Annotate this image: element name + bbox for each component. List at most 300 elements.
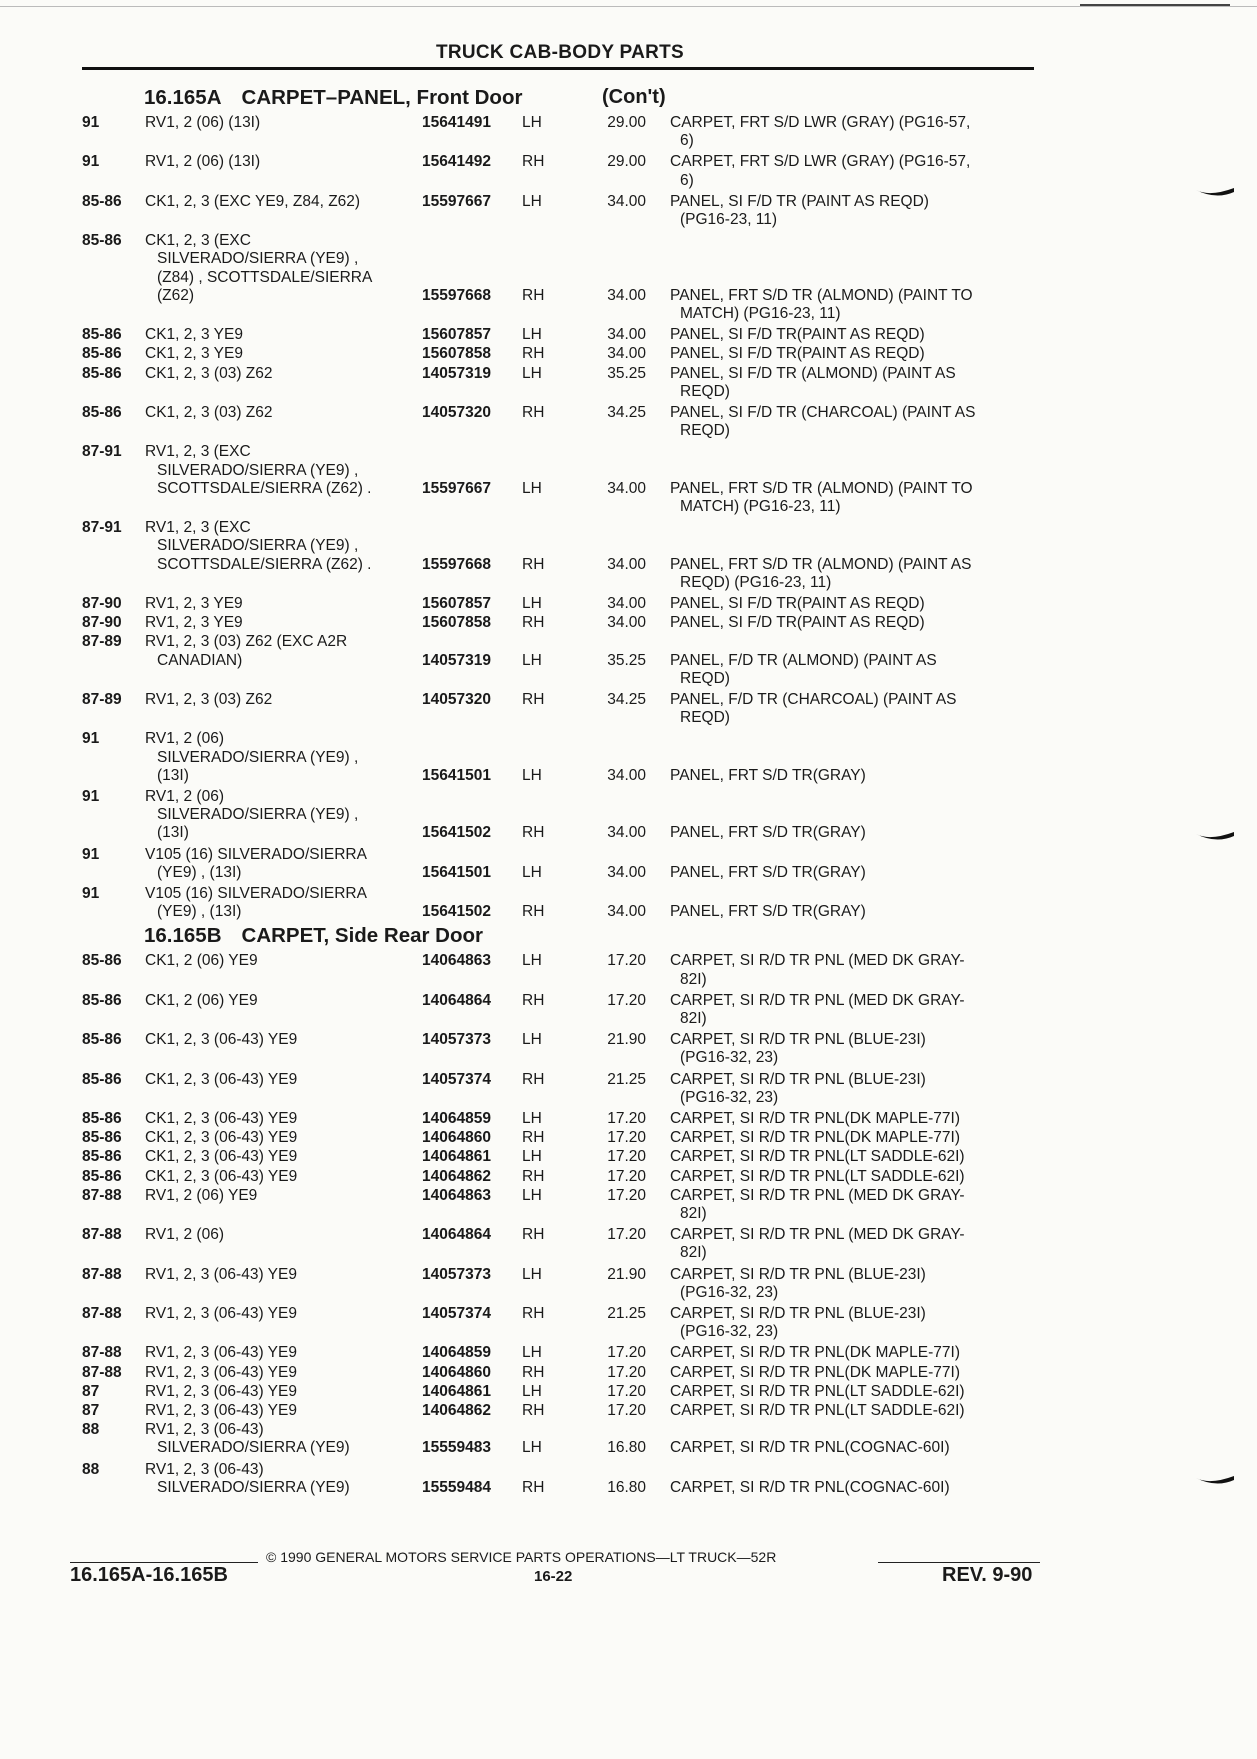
side-code: RH	[522, 1305, 545, 1322]
price: 34.25	[607, 691, 646, 708]
price: 34.00	[607, 326, 646, 344]
application-desc: SILVERADO/SIERRA (YE9) ,	[157, 748, 359, 766]
application-desc: CK1, 2, 3 (03) Z62	[145, 404, 273, 421]
item-description: (PG16-32, 23)	[680, 1049, 779, 1067]
item-description: CARPET, SI R/D TR PNL(DK MAPLE-77I)	[670, 1129, 960, 1147]
model-year: 87-91	[82, 443, 122, 461]
part-number: 14057320	[422, 404, 491, 421]
application-desc: RV1, 2 (06)	[145, 1226, 224, 1244]
item-description: PANEL, FRT S/D TR(GRAY)	[670, 903, 866, 921]
item-description: (PG16-23, 11)	[680, 210, 778, 228]
footer-page-number: 16-22	[534, 1568, 573, 1585]
part-number: 14064860	[422, 1363, 491, 1381]
application-desc: RV1, 2, 3 (06-43)	[145, 1460, 264, 1478]
side-code: LH	[522, 651, 542, 669]
price: 29.00	[607, 114, 646, 131]
application-desc: RV1, 2, 3 (03) Z62 (EXC A2R	[145, 633, 348, 651]
item-description: 6)	[680, 132, 694, 150]
item-description: CARPET, SI R/D TR PNL (BLUE-23I)	[670, 1265, 926, 1283]
footer-section-range: 16.165A-16.165B	[70, 1564, 228, 1586]
item-description: CARPET, SI R/D TR PNL(LT SADDLE-62I)	[670, 1402, 965, 1419]
side-code: LH	[522, 1344, 542, 1362]
application-desc: CK1, 2, 3 (03) Z62	[145, 364, 273, 382]
model-year: 87-91	[82, 519, 122, 537]
part-number: 14057320	[422, 691, 491, 708]
side-code: RH	[522, 1129, 545, 1147]
price: 34.00	[607, 863, 646, 881]
model-year: 91	[82, 730, 100, 748]
section-continued: (Con't)	[602, 86, 666, 108]
model-year: 85-86	[82, 1110, 122, 1127]
price: 34.00	[607, 766, 646, 784]
item-description: MATCH) (PG16-23, 11)	[680, 304, 841, 322]
table-row	[0, 193, 1257, 229]
table-row	[0, 1168, 1257, 1186]
binder-tab-mark	[1196, 832, 1234, 842]
item-description: REQD)	[680, 382, 730, 400]
price: 34.00	[607, 192, 646, 210]
application-desc: (13I)	[157, 766, 189, 784]
side-code: LH	[522, 364, 542, 382]
item-description: CARPET, SI R/D TR PNL (BLUE-23I)	[670, 1070, 926, 1088]
application-desc: SILVERADO/SIERRA (YE9) ,	[157, 537, 359, 555]
item-description: CARPET, SI R/D TR PNL(COGNAC-60I)	[670, 1439, 950, 1457]
item-description: CARPET, FRT S/D LWR (GRAY) (PG16-57,	[670, 153, 971, 171]
application-desc: RV1, 2 (06) YE9	[145, 1186, 258, 1204]
item-description: CARPET, SI R/D TR PNL (BLUE-23I)	[670, 1305, 926, 1322]
item-description: CARPET, SI R/D TR PNL(LT SADDLE-62I)	[670, 1167, 965, 1185]
model-year: 88	[82, 1421, 100, 1439]
item-description: PANEL, FRT S/D TR (ALMOND) (PAINT AS	[670, 555, 972, 573]
model-year: 85-86	[82, 364, 122, 382]
application-desc: RV1, 2, 3 YE9	[145, 614, 243, 632]
item-description: PANEL, F/D TR (CHARCOAL) (PAINT AS	[670, 691, 957, 708]
model-year: 87	[82, 1402, 100, 1419]
application-desc: RV1, 2, 3 YE9	[145, 595, 243, 612]
application-desc: CK1, 2, 3 YE9	[145, 326, 243, 344]
side-code: RH	[522, 286, 545, 304]
table-row	[0, 114, 1257, 150]
item-description: PANEL, FRT S/D TR(GRAY)	[670, 824, 866, 842]
section-number: 16.165B	[144, 924, 222, 948]
item-description: REQD) (PG16-23, 11)	[680, 573, 832, 591]
price: 34.25	[607, 404, 646, 421]
side-code: LH	[522, 1031, 542, 1049]
application-desc: SILVERADO/SIERRA (YE9) ,	[157, 806, 359, 824]
item-description: CARPET, SI R/D TR PNL (MED DK GRAY-	[670, 1186, 965, 1204]
side-code: RH	[522, 1226, 545, 1244]
part-number: 15641501	[422, 766, 491, 784]
side-code: LH	[522, 1186, 542, 1204]
model-year: 91	[82, 153, 100, 171]
price: 34.00	[607, 479, 646, 497]
part-number: 15607858	[422, 345, 491, 363]
side-code: RH	[522, 691, 545, 708]
price: 17.20	[607, 1148, 646, 1166]
part-number: 14057319	[422, 651, 491, 669]
binder-tab-mark	[1196, 1476, 1234, 1486]
price: 21.90	[607, 1265, 646, 1283]
application-desc: V105 (16) SILVERADO/SIERRA	[145, 845, 367, 863]
side-code: RH	[522, 1402, 545, 1419]
application-desc: SILVERADO/SIERRA (YE9) ,	[157, 250, 359, 268]
side-code: LH	[522, 1148, 542, 1166]
application-desc: RV1, 2, 3 (06-43) YE9	[145, 1382, 297, 1400]
part-number: 15607858	[422, 614, 491, 632]
part-number: 15641492	[422, 153, 491, 171]
item-description: PANEL, SI F/D TR (CHARCOAL) (PAINT AS	[670, 404, 976, 421]
model-year: 85-86	[82, 326, 122, 344]
model-year: 87-89	[82, 691, 122, 708]
footer-copyright: © 1990 GENERAL MOTORS SERVICE PARTS OPERATIONS—LT TRUCK—52R	[266, 1549, 777, 1565]
price: 17.20	[607, 1344, 646, 1362]
part-number: 15597668	[422, 555, 491, 573]
side-code: RH	[522, 345, 545, 363]
model-year: 85-86	[82, 1031, 122, 1049]
item-description: CARPET, SI R/D TR PNL(DK MAPLE-77I)	[670, 1344, 960, 1362]
application-desc: RV1, 2, 3 (03) Z62	[145, 691, 273, 708]
price: 17.20	[607, 1167, 646, 1185]
table-row	[0, 345, 1257, 363]
model-year: 87-88	[82, 1265, 122, 1283]
table-row	[0, 443, 1257, 516]
price: 29.00	[607, 153, 646, 171]
item-description: PANEL, F/D TR (ALMOND) (PAINT AS	[670, 651, 937, 669]
part-number: 15597667	[422, 479, 491, 497]
application-desc: (13I)	[157, 824, 189, 842]
part-number: 14057374	[422, 1070, 491, 1088]
model-year: 85-86	[82, 1167, 122, 1185]
model-year: 87-90	[82, 595, 122, 612]
part-number: 15597668	[422, 286, 491, 304]
item-description: REQD)	[680, 422, 730, 440]
application-desc: RV1, 2, 3 (06-43) YE9	[145, 1265, 297, 1283]
part-number: 14064863	[422, 1186, 491, 1204]
item-description: 82I)	[680, 1244, 707, 1262]
model-year: 88	[82, 1460, 100, 1478]
application-desc: SILVERADO/SIERRA (YE9) ,	[157, 461, 359, 479]
part-number: 15641502	[422, 824, 491, 842]
part-number: 14064864	[422, 1226, 491, 1244]
price: 17.20	[607, 1382, 646, 1400]
model-year: 87-90	[82, 614, 122, 632]
price: 34.00	[607, 555, 646, 573]
application-desc: RV1, 2, 3 (EXC	[145, 519, 251, 537]
part-number: 15641502	[422, 903, 491, 921]
model-year: 85-86	[82, 192, 122, 210]
part-number: 15597667	[422, 192, 491, 210]
table-row	[0, 885, 1257, 921]
section-title: CARPET–PANEL, Front Door	[241, 86, 523, 109]
table-row	[0, 992, 1257, 1028]
section-number: 16.165A	[144, 86, 222, 109]
side-code: RH	[522, 1478, 545, 1496]
model-year: 87	[82, 1382, 100, 1400]
part-number: 14064864	[422, 991, 491, 1009]
price: 17.20	[607, 1226, 646, 1244]
application-desc: RV1, 2, 3 (06-43) YE9	[145, 1305, 297, 1322]
application-desc: CK1, 2 (06) YE9	[145, 952, 258, 970]
binder-tab-mark	[1196, 188, 1234, 198]
table-row	[0, 1110, 1257, 1128]
table-row	[0, 1226, 1257, 1262]
model-year: 91	[82, 845, 100, 863]
side-code: RH	[522, 1070, 545, 1088]
item-description: CARPET, SI R/D TR PNL(COGNAC-60I)	[670, 1478, 950, 1496]
table-row	[0, 1071, 1257, 1107]
table-row	[0, 595, 1257, 613]
item-description: PANEL, SI F/D TR(PAINT AS REQD)	[670, 595, 925, 612]
item-description: 82I)	[680, 1009, 707, 1027]
part-number: 15559483	[422, 1439, 491, 1457]
item-description: PANEL, SI F/D TR(PAINT AS REQD)	[670, 326, 925, 344]
application-desc: CK1, 2, 3 (06-43) YE9	[145, 1070, 298, 1088]
item-description: PANEL, SI F/D TR (ALMOND) (PAINT AS	[670, 364, 956, 382]
price: 35.25	[607, 651, 646, 669]
side-code: LH	[522, 1110, 542, 1127]
table-row	[0, 1148, 1257, 1166]
item-description: CARPET, SI R/D TR PNL (MED DK GRAY-	[670, 1226, 965, 1244]
application-desc: SCOTTSDALE/SIERRA (Z62) .	[157, 479, 372, 497]
price: 17.20	[607, 1402, 646, 1419]
application-desc: RV1, 2, 3 (06-43) YE9	[145, 1402, 297, 1419]
side-code: RH	[522, 555, 545, 573]
application-desc: RV1, 2 (06)	[145, 730, 224, 748]
table-row	[0, 788, 1257, 843]
item-description: (PG16-32, 23)	[680, 1088, 779, 1106]
table-row	[0, 730, 1257, 785]
table-row	[0, 365, 1257, 401]
side-code: LH	[522, 479, 542, 497]
application-desc: RV1, 2, 3 (06-43)	[145, 1421, 264, 1439]
application-desc: RV1, 2, 3 (06-43) YE9	[145, 1363, 297, 1381]
part-number: 15641501	[422, 863, 491, 881]
item-description: PANEL, FRT S/D TR (ALMOND) (PAINT TO	[670, 479, 973, 497]
part-number: 14064860	[422, 1129, 491, 1147]
application-desc: RV1, 2 (06) (13I)	[145, 153, 261, 171]
price: 34.00	[607, 614, 646, 632]
page-title: TRUCK CAB-BODY PARTS	[435, 42, 685, 63]
table-row	[0, 846, 1257, 882]
table-row	[0, 404, 1257, 440]
item-description: CARPET, SI R/D TR PNL(LT SADDLE-62I)	[670, 1382, 965, 1400]
part-number: 14057374	[422, 1305, 491, 1322]
table-row	[0, 519, 1257, 592]
side-code: RH	[522, 903, 545, 921]
model-year: 91	[82, 788, 100, 805]
part-number: 14064859	[422, 1344, 491, 1362]
item-description: PANEL, FRT S/D TR (ALMOND) (PAINT TO	[670, 286, 973, 304]
application-desc: RV1, 2 (06) (13I)	[145, 114, 261, 131]
price: 21.25	[607, 1305, 646, 1322]
item-description: PANEL, SI F/D TR(PAINT AS REQD)	[670, 345, 925, 363]
item-description: CARPET, SI R/D TR PNL (MED DK GRAY-	[670, 952, 965, 970]
application-desc: SCOTTSDALE/SIERRA (Z62) .	[157, 555, 372, 573]
price: 21.90	[607, 1031, 646, 1049]
item-description: 82I)	[680, 970, 707, 988]
section-heading	[144, 924, 483, 948]
item-description: PANEL, FRT S/D TR(GRAY)	[670, 863, 866, 881]
item-description: CARPET, SI R/D TR PNL(DK MAPLE-77I)	[670, 1110, 960, 1127]
table-row	[0, 1402, 1257, 1420]
price: 17.20	[607, 1363, 646, 1381]
table-row	[0, 633, 1257, 688]
price: 34.00	[607, 903, 646, 921]
table-row	[0, 1031, 1257, 1067]
price: 34.00	[607, 286, 646, 304]
model-year: 85-86	[82, 345, 122, 363]
item-description: PANEL, SI F/D TR(PAINT AS REQD)	[670, 614, 925, 632]
application-desc: CK1, 2, 3 (06-43) YE9	[145, 1167, 298, 1185]
section-heading	[144, 86, 522, 110]
model-year: 87-89	[82, 633, 122, 651]
side-code: LH	[522, 863, 542, 881]
part-number: 15641491	[422, 114, 491, 131]
item-description: 6)	[680, 171, 694, 189]
side-code: RH	[522, 1363, 545, 1381]
part-number: 14057319	[422, 364, 491, 382]
part-number: 14064862	[422, 1167, 491, 1185]
table-row	[0, 1383, 1257, 1401]
application-desc: CK1, 2, 3 (06-43) YE9	[145, 1031, 298, 1049]
model-year: 87-88	[82, 1344, 122, 1362]
application-desc: CK1, 2, 3 (EXC YE9, Z84, Z62)	[145, 192, 361, 210]
model-year: 91	[82, 885, 100, 902]
application-desc: CANADIAN)	[157, 651, 243, 669]
price: 34.00	[607, 595, 646, 612]
table-row	[0, 1421, 1257, 1457]
side-code: LH	[522, 192, 542, 210]
application-desc: RV1, 2, 3 (06-43) YE9	[145, 1344, 297, 1362]
side-code: LH	[522, 1265, 542, 1283]
application-desc: CK1, 2 (06) YE9	[145, 991, 258, 1009]
side-code: RH	[522, 824, 545, 842]
price: 17.20	[607, 1129, 646, 1147]
table-row	[0, 326, 1257, 344]
side-code: RH	[522, 1167, 545, 1185]
side-code: LH	[522, 1439, 542, 1457]
application-desc: (Z84) , SCOTTSDALE/SIERRA	[157, 268, 373, 286]
item-description: REQD)	[680, 669, 730, 687]
application-desc: CK1, 2, 3 (06-43) YE9	[145, 1110, 298, 1127]
model-year: 87-88	[82, 1186, 122, 1204]
item-description: CARPET, SI R/D TR PNL (BLUE-23I)	[670, 1031, 926, 1049]
application-desc: RV1, 2 (06)	[145, 788, 224, 805]
application-desc: CK1, 2, 3 (EXC	[145, 232, 251, 250]
application-desc: CK1, 2, 3 (06-43) YE9	[145, 1129, 298, 1147]
table-row	[0, 1305, 1257, 1341]
application-desc: SILVERADO/SIERRA (YE9)	[157, 1478, 350, 1496]
part-number: 14064861	[422, 1148, 491, 1166]
application-desc: (YE9) , (13I)	[157, 863, 242, 881]
price: 17.20	[607, 1110, 646, 1127]
item-description: MATCH) (PG16-23, 11)	[680, 497, 841, 515]
table-row	[0, 1129, 1257, 1147]
model-year: 85-86	[82, 1148, 122, 1166]
footer-revision: REV. 9-90	[942, 1564, 1033, 1586]
part-number: 14064863	[422, 952, 491, 970]
part-number: 14064861	[422, 1382, 491, 1400]
model-year: 87-88	[82, 1305, 122, 1322]
side-code: RH	[522, 404, 545, 421]
table-row	[0, 952, 1257, 988]
model-year: 85-86	[82, 1070, 122, 1088]
price: 21.25	[607, 1070, 646, 1088]
table-row	[0, 1187, 1257, 1223]
part-number: 14064862	[422, 1402, 491, 1419]
footer-rule-left	[70, 1562, 258, 1563]
item-description: 82I)	[680, 1204, 707, 1222]
model-year: 87-88	[82, 1226, 122, 1244]
side-code: RH	[522, 614, 545, 632]
part-number: 15607857	[422, 326, 491, 344]
application-desc: (Z62)	[157, 286, 195, 304]
item-description: REQD)	[680, 709, 730, 727]
item-description: (PG16-32, 23)	[680, 1283, 779, 1301]
table-row	[0, 1266, 1257, 1302]
item-description: (PG16-32, 23)	[680, 1323, 779, 1341]
price: 17.20	[607, 991, 646, 1009]
side-code: LH	[522, 952, 542, 970]
side-code: LH	[522, 766, 542, 784]
item-description: PANEL, SI F/D TR (PAINT AS REQD)	[670, 192, 929, 210]
model-year: 87-88	[82, 1363, 122, 1381]
price: 17.20	[607, 1186, 646, 1204]
price: 16.80	[607, 1478, 646, 1496]
price: 34.00	[607, 824, 646, 842]
footer-rule-right	[878, 1562, 1040, 1563]
table-row	[0, 153, 1257, 189]
table-row	[0, 1364, 1257, 1382]
item-description: CARPET, SI R/D TR PNL (MED DK GRAY-	[670, 991, 965, 1009]
price: 17.20	[607, 952, 646, 970]
item-description: PANEL, FRT S/D TR(GRAY)	[670, 766, 866, 784]
side-code: RH	[522, 991, 545, 1009]
item-description: CARPET, FRT S/D LWR (GRAY) (PG16-57,	[670, 114, 971, 131]
table-row	[0, 1344, 1257, 1362]
model-year: 85-86	[82, 232, 122, 250]
part-number: 15607857	[422, 595, 491, 612]
side-code: LH	[522, 326, 542, 344]
application-desc: CK1, 2, 3 (06-43) YE9	[145, 1148, 298, 1166]
item-description: CARPET, SI R/D TR PNL(DK MAPLE-77I)	[670, 1363, 960, 1381]
application-desc: RV1, 2, 3 (EXC	[145, 443, 251, 461]
part-number: 14057373	[422, 1265, 491, 1283]
side-code: LH	[522, 595, 542, 612]
side-code: LH	[522, 1382, 542, 1400]
model-year: 85-86	[82, 991, 122, 1009]
table-row	[0, 1461, 1257, 1497]
table-row	[0, 691, 1257, 727]
part-number: 15559484	[422, 1478, 491, 1496]
application-desc: CK1, 2, 3 YE9	[145, 345, 243, 363]
application-desc: SILVERADO/SIERRA (YE9)	[157, 1439, 350, 1457]
model-year: 85-86	[82, 1129, 122, 1147]
part-number: 14064859	[422, 1110, 491, 1127]
table-row	[0, 232, 1257, 323]
item-description: CARPET, SI R/D TR PNL(LT SADDLE-62I)	[670, 1148, 965, 1166]
application-desc: (YE9) , (13I)	[157, 903, 242, 921]
application-desc: V105 (16) SILVERADO/SIERRA	[145, 885, 367, 902]
section-title: CARPET, Side Rear Door	[241, 924, 484, 948]
price: 16.80	[607, 1439, 646, 1457]
side-code: RH	[522, 153, 545, 171]
part-number: 14057373	[422, 1031, 491, 1049]
price: 34.00	[607, 345, 646, 363]
model-year: 85-86	[82, 952, 122, 970]
price: 35.25	[607, 364, 646, 382]
model-year: 85-86	[82, 404, 122, 421]
